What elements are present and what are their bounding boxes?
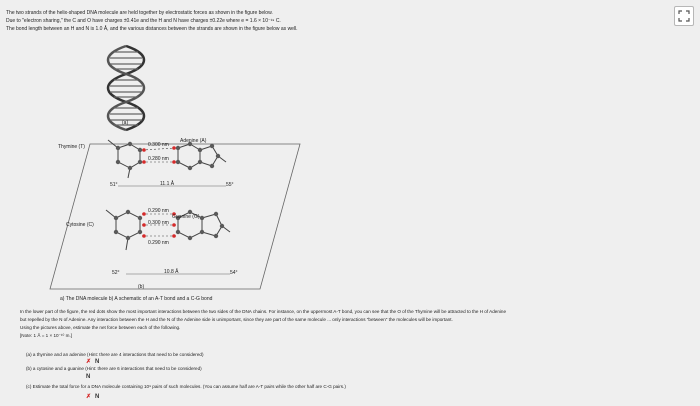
distance-label: 0.290 nm [148,240,169,246]
question-c: (c) Estimate the total force for a DNA molecule containing 10⁹ pairs of such molecules. (You can assume half are A-T pairs while the other half are C-G pairs.) [26,384,346,389]
body-line: In the lower part of the figure, the red dots show the most important interactions between the two sides of the DNA chains. For instance, on the uppermost A-T bond, you can see that the O of the Thymine will be attracted to the H of Adenine [20,309,507,314]
figure-label-a: (a) [122,120,129,126]
cg-atoms [114,210,224,240]
answer-unit: N [86,374,91,380]
cytosine-molecule [106,210,140,250]
dna-helix [108,46,144,130]
distance-label: 0.280 nm [148,156,169,162]
distance-label: 0.290 nm [148,208,169,214]
intro-line: The two strands of the helix-shaped DNA molecule are held together by electrostatic forces as shown in the figure below. [6,10,273,16]
answer-a[interactable] [86,358,99,365]
angle-label: 55° [226,182,234,188]
incorrect-mark-icon: ✗ [86,394,92,400]
dna-diagram [30,44,330,296]
distance-label: 10.8 Å [164,269,179,275]
thymine-label: Thymine (T) [58,144,85,150]
question-b: (b) a cytosine and a guanine (Hint: there are 6 interactions that need to be considered) [26,366,202,371]
dna-figure [30,44,330,296]
distance-label: 0.300 nm [148,220,169,226]
angle-label: 51° [110,182,118,188]
problem-body [20,308,690,340]
answer-c[interactable] [86,393,99,400]
intro-line: Due to "electron sharing," the C and O have charges ±0.41e and the H and N have charges ±0.22e where e = 1.6 × 10⁻¹⁹ C. [6,18,281,24]
angle-label: 52° [112,270,120,276]
body-line: [Note: 1 Å = 1 × 10⁻¹⁰ m.] [20,333,73,338]
angle-label: 54° [230,270,238,276]
problem-intro [6,9,646,33]
distance-label: 0.300 nm [148,142,169,148]
body-line: but repelled by the N of Adenine. Any interaction between the H and the N of the Adenine side is unimportant, since they are part of the same molecule ... only interactions "between" the molecules will be important. [20,317,453,322]
expand-icon [678,10,690,22]
adenine-label: Adenine (A) [180,138,207,144]
answer-b[interactable] [86,374,90,380]
figure-caption: a) The DNA molecule b) A schematic of an A-T bond and a C-G bond [60,296,213,302]
answer-unit: N [95,359,100,365]
figure-label-b: (b) [138,284,145,290]
body-line: Using the pictures above, estimate the net force between each of the following. [20,325,181,330]
guanine-label: Guanine (G) [172,214,200,220]
cytosine-label: Cytosine (C) [66,222,94,228]
answer-unit: N [95,394,100,400]
incorrect-mark-icon: ✗ [86,359,92,365]
distance-label: 11.1 Å [160,181,175,187]
question-a: (a) a thymine and an adenine (Hint: there are 4 interactions that need to be considered) [26,352,204,357]
thymine-molecule [108,140,140,178]
intro-line: The bond length between an H and N is 1.0 Å, and the various distances between the strands are shown in the figure below as well. [6,26,298,32]
expand-button[interactable] [674,6,694,26]
